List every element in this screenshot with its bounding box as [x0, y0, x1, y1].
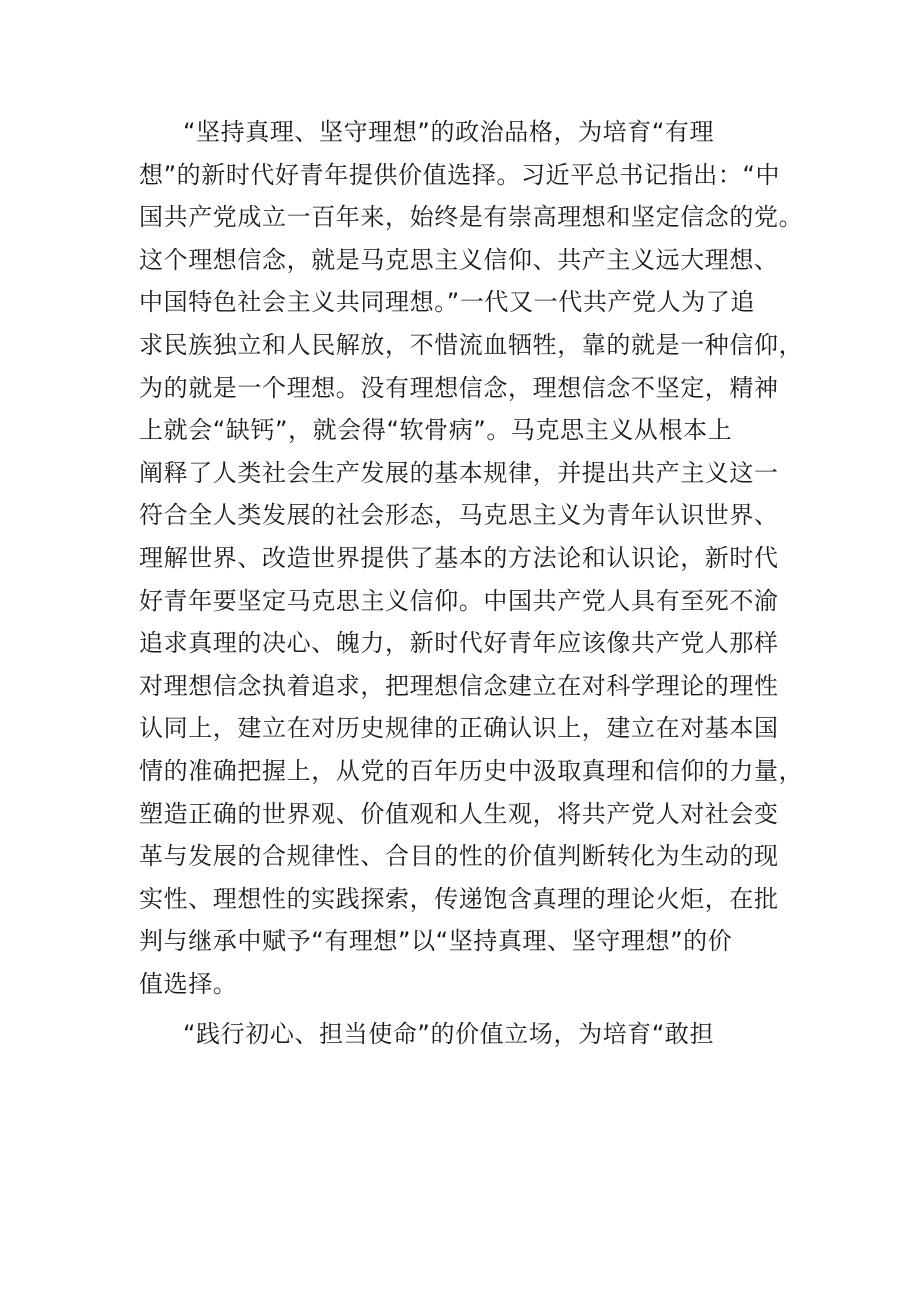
paragraph-line: 革与发展的合规律性、合目的性的价值判断转化为生动的现 — [139, 842, 779, 871]
paragraph-line: 符合全人类发展的社会形态，马克思主义为青年认识世界、 — [139, 501, 779, 530]
paragraph-line: 判与继承中赋予“有理想”以“坚持真理、坚守理想”的价 — [139, 927, 733, 956]
paragraph-line: 求民族独立和人民解放，不惜流血牺牲，靠的就是一种信仰， — [139, 330, 804, 359]
paragraph-line: “坚持真理、坚守理想”的政治品格，为培育“有理 — [183, 118, 715, 146]
paragraph-line: 想”的新时代好青年提供价值选择。习近平总书记指出：“中 — [139, 160, 781, 189]
paragraph-line: 上就会“缺钙”，就会得“软骨病”。马克思主义从根本上 — [139, 416, 733, 445]
paragraph-line: 好青年要坚定马克思主义信仰。中国共产党人具有至死不渝 — [139, 586, 779, 615]
paragraph-2 — [139, 1013, 789, 1056]
paragraph-line: 为的就是一个理想。没有理想信念，理想信念不坚定，精神 — [139, 373, 779, 402]
paragraph-1 — [139, 111, 804, 1005]
paragraph-line: 值选择。 — [139, 969, 238, 998]
paragraph-line: 塑造正确的世界观、价值观和人生观，将共产党人对社会变 — [139, 799, 779, 828]
paragraph-line: 国共产党成立一百年来，始终是有崇高理想和坚定信念的党。 — [139, 203, 804, 232]
paragraph-line: 这个理想信念，就是马克思主义信仰、共产主义远大理想、 — [139, 245, 779, 274]
paragraph-line: “践行初心、担当使命”的价值立场，为培育“敢担 — [183, 1020, 715, 1049]
paragraph-line: 中国特色社会主义共同理想。”一代又一代共产党人为了追 — [139, 288, 756, 317]
paragraph-line: 对理想信念执着追求，把理想信念建立在对科学理论的理性 — [139, 671, 779, 700]
paragraph-line: 阐释了人类社会生产发展的基本规律，并提出共产主义这一 — [139, 458, 779, 487]
paragraph-line: 情的准确把握上，从党的百年历史中汲取真理和信仰的力量， — [139, 756, 804, 785]
paragraph-line: 追求真理的决心、魄力，新时代好青年应该像共产党人那样 — [139, 629, 779, 658]
paragraph-line: 实性、理想性的实践探索，传递饱含真理的理论火炬，在批 — [139, 884, 779, 913]
document-body — [139, 111, 804, 1056]
paragraph-line: 认同上，建立在对历史规律的正确认识上，建立在对基本国 — [139, 714, 779, 743]
paragraph-line: 理解世界、改造世界提供了基本的方法论和认识论，新时代 — [139, 543, 779, 572]
